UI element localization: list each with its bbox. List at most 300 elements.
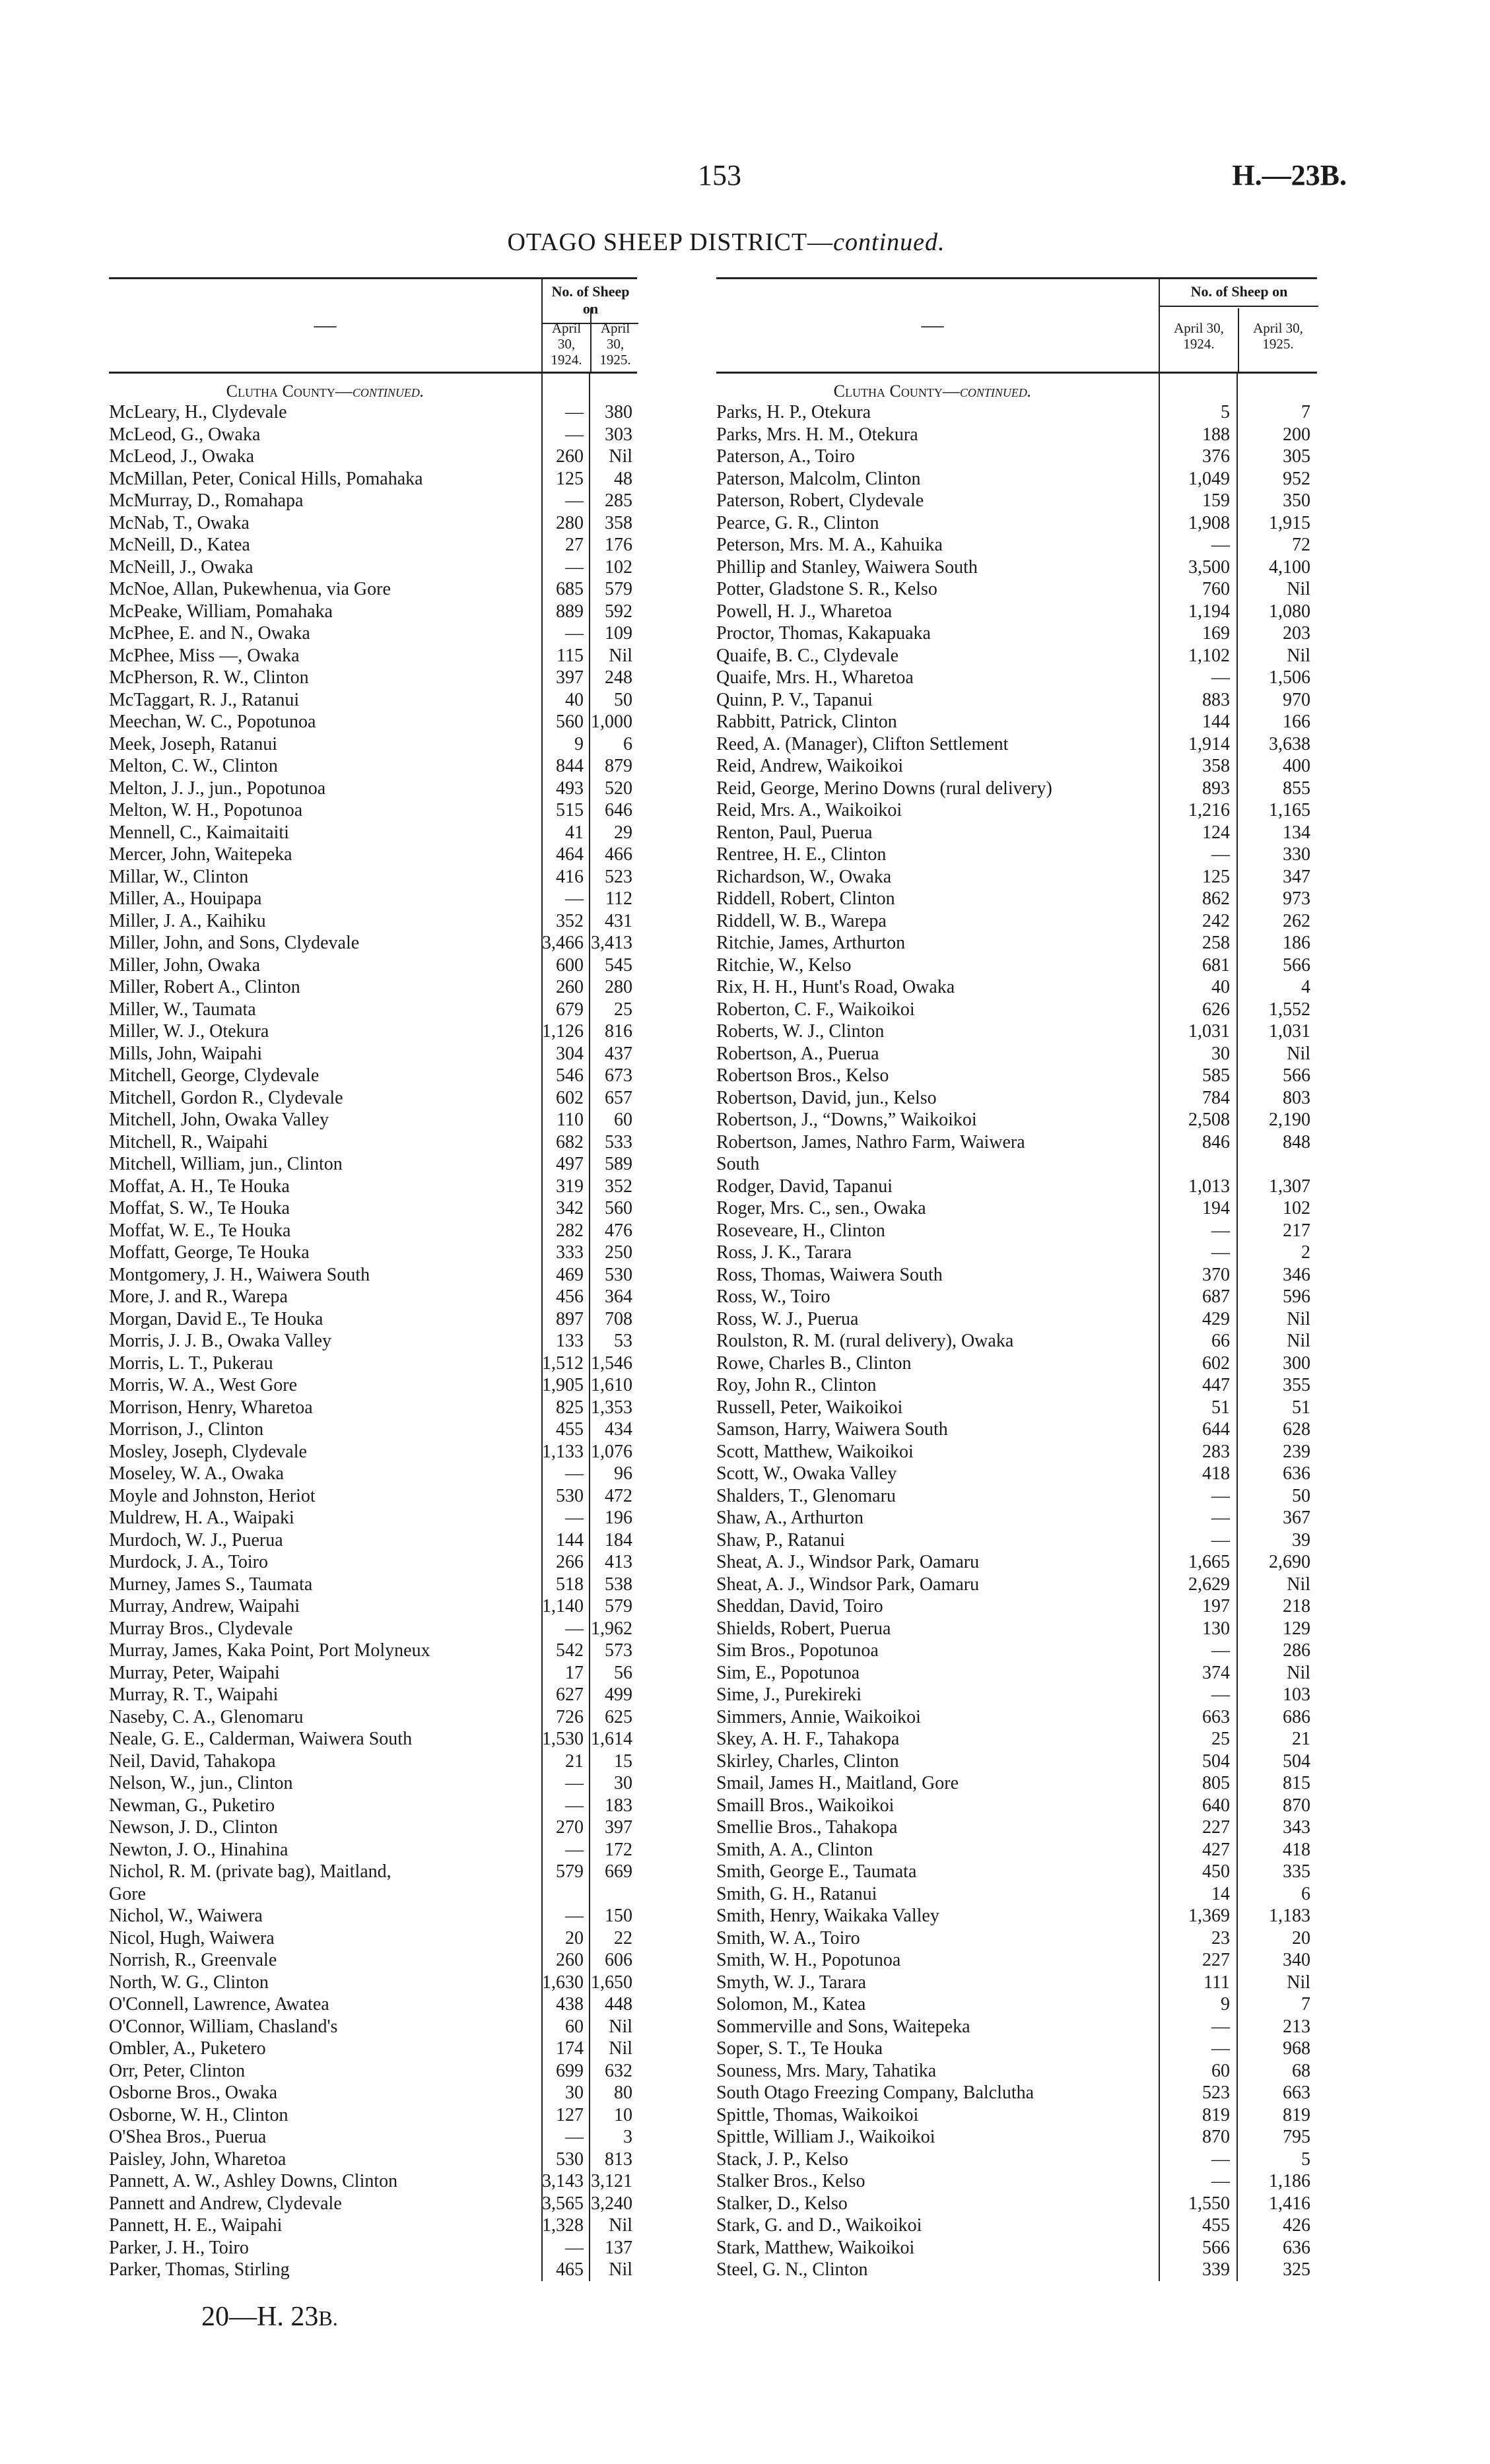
table-row	[716, 2148, 1317, 2171]
sheep-1925-cell: 434	[605, 1419, 632, 1440]
table-row	[716, 1352, 1317, 1375]
sheep-1925-cell: 448	[605, 1994, 632, 2014]
table-row	[109, 932, 637, 954]
sheep-1924-cell: —	[565, 1906, 584, 1926]
holder-name: South Otago Freezing Company, Balclutha	[716, 2082, 1034, 2103]
sheep-1924-cell: 429	[1202, 1308, 1230, 1329]
sheep-1925-cell: 686	[1283, 1706, 1310, 1727]
sheep-1925-cell: 855	[1283, 778, 1310, 799]
holder-name: Newton, J. O., Hinahina	[109, 1839, 288, 1860]
table-row	[716, 556, 1317, 579]
sheep-1925-cell: 3,121	[591, 2171, 632, 2191]
sheep-1924-cell: 17	[565, 1662, 584, 1683]
col-1925-header: April 30, 1925.	[599, 320, 631, 368]
sheep-1924-cell: 418	[1202, 1463, 1230, 1484]
table-row	[716, 1927, 1317, 1950]
holder-name: Solomon, M., Katea	[716, 1994, 866, 2014]
sheep-1924-cell: 530	[556, 2148, 584, 2170]
table-row	[109, 1861, 637, 1883]
sheep-1925-cell: 533	[605, 1131, 632, 1152]
sheep-1924-cell: 352	[556, 910, 584, 931]
table-row	[109, 446, 637, 468]
sheep-1924-cell: 1,914	[1188, 733, 1230, 754]
sheep-1925-cell: 103	[1283, 1684, 1310, 1705]
sheep-1925-cell: 973	[1283, 888, 1310, 909]
holder-name: Miller, Robert A., Clinton	[109, 977, 300, 997]
sheep-1924-cell: 846	[1202, 1131, 1230, 1152]
table-row	[716, 2038, 1317, 2060]
sheep-1925-cell: Nil	[609, 2259, 632, 2280]
sheep-1924-cell: 3,500	[1188, 556, 1230, 578]
table-row	[109, 2126, 637, 2148]
holder-name: McLeod, J., Owaka	[109, 446, 255, 467]
sheep-1925-cell: 1,506	[1269, 667, 1310, 688]
table-row	[716, 1684, 1317, 1706]
sheep-1925-cell: 520	[605, 778, 632, 799]
sheep-1925-cell: Nil	[609, 2038, 632, 2059]
holder-name: Roulston, R. M. (rural delivery), Owaka	[716, 1331, 1014, 1351]
table-row	[716, 866, 1317, 888]
sheep-1925-cell: 589	[605, 1154, 632, 1174]
sheep-1924-cell: 40	[1211, 977, 1230, 997]
sheep-1925-cell: 573	[605, 1640, 632, 1661]
holder-name: Sommerville and Sons, Waitepeka	[716, 2016, 970, 2037]
sheep-1925-cell: 56	[614, 1662, 632, 1683]
holder-name: Miller, John, and Sons, Clydevale	[109, 933, 360, 953]
sheep-1924-cell: 280	[556, 512, 584, 533]
holder-name: Scott, Matthew, Waikoikoi	[716, 1441, 914, 1462]
holder-name: Mitchell, R., Waipahi	[109, 1131, 268, 1152]
sheep-1925-cell: 250	[605, 1242, 632, 1263]
table-row	[716, 822, 1317, 844]
table-row	[109, 1264, 637, 1286]
sheep-1924-cell: —	[565, 1463, 584, 1484]
sheep-1925-cell: 343	[1283, 1817, 1310, 1838]
sheep-1924-cell: 1,665	[1188, 1552, 1230, 1572]
sheep-1925-cell: 203	[1283, 623, 1310, 644]
sheep-1925-cell: Nil	[1287, 1574, 1310, 1595]
holder-name: Reid, Andrew, Waikoikoi	[716, 756, 904, 776]
left-table	[109, 277, 637, 2281]
sheep-1925-cell: 53	[614, 1331, 632, 1351]
sheep-1925-cell: 218	[1283, 1596, 1310, 1616]
sheep-1925-cell: Nil	[1287, 1662, 1310, 1683]
sheep-1925-cell: Nil	[609, 2016, 632, 2037]
holder-name: Morrison, Henry, Wharetoa	[109, 1397, 313, 1418]
holder-name: Newson, J. D., Clinton	[109, 1817, 278, 1838]
sheep-1924-cell: 159	[1202, 490, 1230, 511]
table-row	[716, 711, 1317, 733]
sheep-1925-cell: 102	[605, 556, 632, 578]
sheep-1924-cell: 1,630	[542, 1972, 584, 1993]
holder-name: Smith, G. H., Ratanui	[716, 1883, 877, 1904]
holder-name: Nelson, W., jun., Clinton	[109, 1773, 293, 1793]
table-row	[109, 1153, 637, 1176]
sheep-1925-cell: 657	[605, 1087, 632, 1108]
sheep-1924-cell: 260	[556, 977, 584, 997]
sheep-1924-cell: 242	[1202, 910, 1230, 931]
holder-name: Meek, Joseph, Ratanui	[109, 733, 278, 754]
page-number: 153	[698, 159, 741, 191]
sheep-1925-cell: 476	[605, 1220, 632, 1241]
table-row	[716, 1020, 1317, 1043]
sheep-1925-cell: 10	[614, 2104, 632, 2125]
table-row	[716, 468, 1317, 490]
table-row	[109, 976, 637, 999]
holder-name: Murray Bros., Clydevale	[109, 1618, 293, 1639]
sheep-1924-cell: —	[565, 2237, 584, 2258]
holder-name: Renton, Paul, Puerua	[716, 822, 873, 843]
sheep-1924-cell: 579	[556, 1861, 584, 1882]
table-row	[716, 689, 1317, 712]
holder-name: Sheddan, David, Toiro	[716, 1596, 883, 1616]
sheep-1924-cell: 30	[565, 2082, 584, 2103]
sheep-1924-cell: 504	[1202, 1750, 1230, 1772]
sheep-1924-cell: 342	[556, 1198, 584, 1218]
sheep-1925-cell: Nil	[609, 446, 632, 467]
holder-name: Mosley, Joseph, Clydevale	[109, 1441, 307, 1462]
holder-name: Moffat, A. H., Te Houka	[109, 1176, 290, 1197]
holder-name: Stack, J. P., Kelso	[716, 2148, 848, 2170]
table-row	[716, 1905, 1317, 1927]
sheep-1925-cell: 606	[605, 1950, 632, 1970]
table-row	[716, 1861, 1317, 1883]
holder-name: Skey, A. H. F., Tahakopa	[716, 1729, 900, 1749]
sheep-1925-cell: 60	[614, 1110, 632, 1130]
sheep-1925-cell: 472	[605, 1485, 632, 1506]
sheep-1925-cell: 346	[1283, 1264, 1310, 1285]
holder-name: Ritchie, James, Arthurton	[716, 933, 906, 953]
holder-name: Spittle, Thomas, Waikoikoi	[716, 2104, 919, 2125]
sheep-1924-cell: 260	[556, 446, 584, 467]
sheep-1925-cell: 636	[1283, 2237, 1310, 2258]
sheep-1924-cell: —	[1211, 2171, 1230, 2191]
sheep-1925-cell: 80	[614, 2082, 632, 2103]
holder-name: Melton, J. J., jun., Popotunoa	[109, 778, 326, 799]
table-row	[716, 778, 1317, 800]
sheep-1925-cell: Nil	[1287, 645, 1310, 666]
sheep-1924-cell: 266	[556, 1552, 584, 1572]
table-row	[109, 1418, 637, 1441]
holder-name: McPeake, William, Pomahaka	[109, 601, 333, 622]
sheep-1925-cell: 2	[1301, 1242, 1310, 1263]
holder-name: Pannett, H. E., Waipahi	[109, 2215, 283, 2236]
table-row	[716, 733, 1317, 756]
sheep-1925-cell: 6	[1301, 1883, 1310, 1904]
sheep-1925-cell: 596	[1283, 1286, 1310, 1307]
sheep-1924-cell: 805	[1202, 1773, 1230, 1793]
holder-name: Morris, J. J. B., Owaka Valley	[109, 1331, 332, 1351]
sheep-1924-cell: —	[565, 424, 584, 445]
sheep-1924-cell: —	[565, 888, 584, 909]
holder-name: Riddell, W. B., Warepa	[716, 910, 887, 931]
sheep-1925-cell: 68	[1292, 2060, 1310, 2081]
table-row	[109, 1242, 637, 1264]
holder-name: Muldrew, H. A., Waipaki	[109, 1508, 294, 1528]
sheep-1925-cell: 538	[605, 1574, 632, 1595]
holder-name: Smith, A. A., Clinton	[716, 1839, 873, 1860]
holder-name: Paterson, A., Toiro	[716, 446, 855, 467]
holder-name: Reid, Mrs. A., Waikoikoi	[716, 800, 902, 820]
sheep-1925-cell: 848	[1283, 1131, 1310, 1152]
sheep-1925-cell: 340	[1283, 1950, 1310, 1970]
sheep-1925-cell: 795	[1283, 2127, 1310, 2147]
title-main: OTAGO SHEEP DISTRICT—	[507, 228, 834, 256]
sheep-1925-cell: 1,416	[1269, 2193, 1310, 2214]
left-rows	[109, 401, 637, 2281]
holder-name: Roger, Mrs. C., sen., Owaka	[716, 1198, 926, 1218]
holder-name: Quaife, Mrs. H., Wharetoa	[716, 667, 914, 688]
sheep-1925-cell: 431	[605, 910, 632, 931]
sheep-1925-cell: 813	[605, 2148, 632, 2170]
table-row	[109, 1772, 637, 1795]
sheep-1925-cell: Nil	[1287, 1331, 1310, 1351]
sheep-1924-cell: 110	[557, 1110, 584, 1130]
table-row	[716, 1242, 1317, 1264]
holder-name: Pearce, G. R., Clinton	[716, 512, 879, 533]
table-row	[716, 1816, 1317, 1839]
table-row	[109, 1640, 637, 1662]
sheep-count-header	[541, 279, 638, 372]
sheep-1924-cell: 602	[1202, 1352, 1230, 1374]
sheep-1925-cell: 335	[1283, 1861, 1310, 1882]
table-row	[109, 1949, 637, 1972]
table-row	[109, 2082, 637, 2104]
sheep-1924-cell: 416	[556, 866, 584, 887]
holder-name: Reed, A. (Manager), Clifton Settlement	[716, 733, 1009, 754]
sheep-1925-cell: 102	[1283, 1198, 1310, 1218]
sheep-1924-cell: —	[565, 1773, 584, 1793]
table-row	[716, 1397, 1317, 1419]
table-row	[109, 490, 637, 512]
sheep-1925-cell: 952	[1283, 468, 1310, 489]
sheep-1924-cell: 560	[556, 712, 584, 732]
sheep-1924-cell: 127	[556, 2104, 584, 2125]
holder-name: Orr, Peter, Clinton	[109, 2060, 246, 2081]
holder-name: Rabbitt, Patrick, Clinton	[716, 712, 897, 732]
sheep-1925-cell: 669	[605, 1861, 632, 1882]
right-table-header	[716, 277, 1317, 374]
sheep-1925-cell: 708	[605, 1308, 632, 1329]
sheep-1924-cell: 1,905	[542, 1375, 584, 1395]
sheep-1924-cell: 1,140	[542, 1596, 584, 1616]
sheep-1924-cell: 1,369	[1188, 1906, 1230, 1926]
sheep-1925-cell: 426	[1283, 2215, 1310, 2236]
sheep-1924-cell: 370	[1202, 1264, 1230, 1285]
holder-name: Moffat, W. E., Te Houka	[109, 1220, 291, 1241]
table-row	[109, 999, 637, 1021]
table-row	[716, 932, 1317, 954]
sheep-1925-cell: 816	[605, 1021, 632, 1042]
sheep-1925-cell: 109	[605, 623, 632, 644]
sheep-1924-cell: 640	[1202, 1795, 1230, 1816]
table-row	[109, 1463, 637, 1485]
sheep-1924-cell: —	[565, 402, 584, 422]
table-row	[109, 1662, 637, 1684]
table-row	[109, 1087, 637, 1110]
sheep-1924-cell: 602	[556, 1087, 584, 1108]
holder-name: Rodger, David, Tapanui	[716, 1176, 893, 1197]
right-table-body	[716, 374, 1317, 2281]
holder-name: Murdock, J. A., Toiro	[109, 1552, 268, 1572]
holder-name: Newman, G., Puketiro	[109, 1795, 275, 1816]
sheep-1924-cell: 825	[556, 1397, 584, 1418]
sheep-1925-cell: 325	[1283, 2259, 1310, 2280]
sheep-1924-cell: 687	[1202, 1286, 1230, 1307]
sheep-1925-cell: 628	[1283, 1419, 1310, 1440]
table-row	[716, 1264, 1317, 1286]
table-row	[716, 512, 1317, 535]
sheep-1925-cell: 1,031	[1269, 1021, 1310, 1042]
holder-name: Mitchell, William, jun., Clinton	[109, 1154, 343, 1174]
table-row	[109, 622, 637, 645]
sheep-1925-cell: 625	[605, 1706, 632, 1727]
holder-name: Steel, G. N., Clinton	[716, 2259, 868, 2280]
sheep-1924-cell: —	[1211, 1508, 1230, 1528]
sheep-1925-cell: 592	[605, 601, 632, 622]
col-1925-header: April 30, 1925.	[1253, 320, 1303, 352]
table-row	[109, 1352, 637, 1375]
sheep-1925-cell: 1,915	[1269, 512, 1310, 533]
sheep-1925-cell: 466	[605, 844, 632, 865]
sheep-1925-cell: 545	[605, 954, 632, 976]
holder-name: Phillip and Stanley, Waiwera South	[716, 556, 978, 578]
holder-name: Parker, Thomas, Stirling	[109, 2259, 290, 2280]
sheep-1925-cell: 413	[605, 1552, 632, 1572]
table-row	[716, 799, 1317, 822]
sheep-1924-cell: 188	[1202, 424, 1230, 445]
table-row	[109, 1927, 637, 1950]
table-row	[716, 1706, 1317, 1729]
table-row	[716, 2170, 1317, 2193]
holder-name: Sheat, A. J., Windsor Park, Oamaru	[716, 1574, 980, 1595]
sheep-1925-cell: 397	[605, 1817, 632, 1838]
sheep-1924-cell: 125	[556, 468, 584, 489]
sheep-1925-cell: 358	[605, 512, 632, 533]
table-row	[109, 888, 637, 910]
holder-name: Osborne Bros., Owaka	[109, 2082, 278, 2103]
sheep-1925-cell: 330	[1283, 844, 1310, 865]
sheep-1924-cell: 260	[556, 1950, 584, 1970]
table-row	[109, 1883, 637, 1906]
col-1924-header: April 30, 1924.	[551, 320, 582, 368]
sheep-1925-cell: 200	[1283, 424, 1310, 445]
sheep-1924-cell: 144	[1202, 712, 1230, 732]
table-row	[109, 424, 637, 446]
holder-name: Robertson, A., Puerua	[716, 1043, 879, 1064]
holder-name: Samson, Harry, Waiwera South	[716, 1419, 948, 1440]
sheep-1925-cell: 96	[614, 1463, 632, 1484]
sheep-1924-cell: —	[565, 490, 584, 511]
table-row	[716, 401, 1317, 424]
table-row	[109, 2060, 637, 2082]
table-row	[109, 1197, 637, 1220]
sheep-count-header	[1159, 279, 1318, 372]
sheep-1924-cell: 626	[1202, 999, 1230, 1020]
sheep-1925-cell: 566	[1283, 954, 1310, 976]
table-row	[109, 1795, 637, 1817]
holder-name: Miller, John, Owaka	[109, 954, 261, 976]
sheep-1925-cell: 350	[1283, 490, 1310, 511]
holder-name: Miller, W., Taumata	[109, 999, 256, 1020]
table-row	[716, 424, 1317, 446]
table-row	[716, 1197, 1317, 1220]
sheep-1924-cell: 51	[1211, 1397, 1230, 1418]
sheep-1924-cell: 25	[1211, 1729, 1230, 1749]
sheep-1924-cell: 1,216	[1188, 800, 1230, 820]
sheep-1925-cell: Nil	[1287, 1043, 1310, 1064]
sheep-1924-cell: 9	[574, 733, 584, 754]
sheep-1925-cell: 3,240	[591, 2193, 632, 2214]
table-row	[716, 2237, 1317, 2259]
holder-name: Neale, G. E., Calderman, Waiwera South	[109, 1729, 413, 1749]
holder-name: Pannett, A. W., Ashley Downs, Clinton	[109, 2171, 398, 2191]
sheep-1924-cell: 1,328	[542, 2215, 584, 2236]
holder-name: Miller, W. J., Otekura	[109, 1021, 269, 1042]
sheep-1924-cell: 546	[556, 1065, 584, 1086]
holder-name: Smith, George E., Taumata	[716, 1861, 917, 1882]
holder-name: Sim, E., Popotunoa	[716, 1662, 860, 1683]
table-row	[109, 2148, 637, 2171]
sheep-1925-cell: 1,165	[1269, 800, 1310, 820]
table-row	[109, 954, 637, 977]
sheep-1924-cell: 897	[556, 1308, 584, 1329]
sheep-1924-cell: —	[565, 1839, 584, 1860]
sheep-1924-cell: 9	[1221, 1994, 1230, 2014]
holder-name: McLeod, G., Owaka	[109, 424, 261, 445]
sheep-1924-cell: 566	[1202, 2237, 1230, 2258]
sheep-1925-cell: 2,690	[1269, 1552, 1310, 1572]
sheep-1924-cell: 227	[1202, 1950, 1230, 1970]
sheep-1925-cell: 646	[605, 800, 632, 820]
holder-name: Mitchell, John, Owaka Valley	[109, 1110, 329, 1130]
table-row	[716, 2016, 1317, 2038]
table-row	[716, 1374, 1317, 1397]
holder-name: Morris, W. A., West Gore	[109, 1375, 298, 1395]
sheep-1924-cell: —	[1211, 2038, 1230, 2059]
right-rows	[716, 401, 1317, 2281]
table-row	[716, 1529, 1317, 1552]
sheep-1925-cell: 3,638	[1269, 733, 1310, 754]
table-row	[109, 1065, 637, 1087]
holder-name: Moffatt, George, Te Houka	[109, 1242, 310, 1263]
sheep-1924-cell: 627	[556, 1684, 584, 1705]
sheep-1924-cell: 585	[1202, 1065, 1230, 1086]
sheep-1924-cell: 883	[1202, 689, 1230, 710]
sheep-1925-cell: 2,190	[1269, 1110, 1310, 1130]
holder-name: O'Connell, Lawrence, Awatea	[109, 1994, 329, 2014]
holder-name: Smellie Bros., Tahakopa	[716, 1817, 898, 1838]
sheep-1925-cell: 1,183	[1269, 1906, 1310, 1926]
sheep-1924-cell: 427	[1202, 1839, 1230, 1860]
sheep-1925-cell: 673	[605, 1065, 632, 1086]
sheep-1924-cell: 3,466	[542, 933, 584, 953]
sheep-1925-cell: 367	[1283, 1508, 1310, 1528]
sheep-1924-cell: 870	[1202, 2127, 1230, 2147]
sheep-1924-cell: 464	[556, 844, 584, 865]
sheep-1924-cell: 174	[556, 2038, 584, 2059]
holder-name: Peterson, Mrs. M. A., Kahuika	[716, 535, 943, 555]
sheep-1925-cell: 4,100	[1269, 556, 1310, 578]
table-row	[109, 1485, 637, 1508]
holder-name: McTaggart, R. J., Ratanui	[109, 689, 300, 710]
sheep-1924-cell: 600	[556, 954, 584, 976]
sheep-1925-cell: 150	[605, 1906, 632, 1926]
sheep-1924-cell: 2,629	[1188, 1574, 1230, 1595]
sheep-1924-cell: 682	[556, 1131, 584, 1152]
sheep-1924-cell: —	[1211, 535, 1230, 555]
sheep-1924-cell: 530	[556, 1485, 584, 1506]
